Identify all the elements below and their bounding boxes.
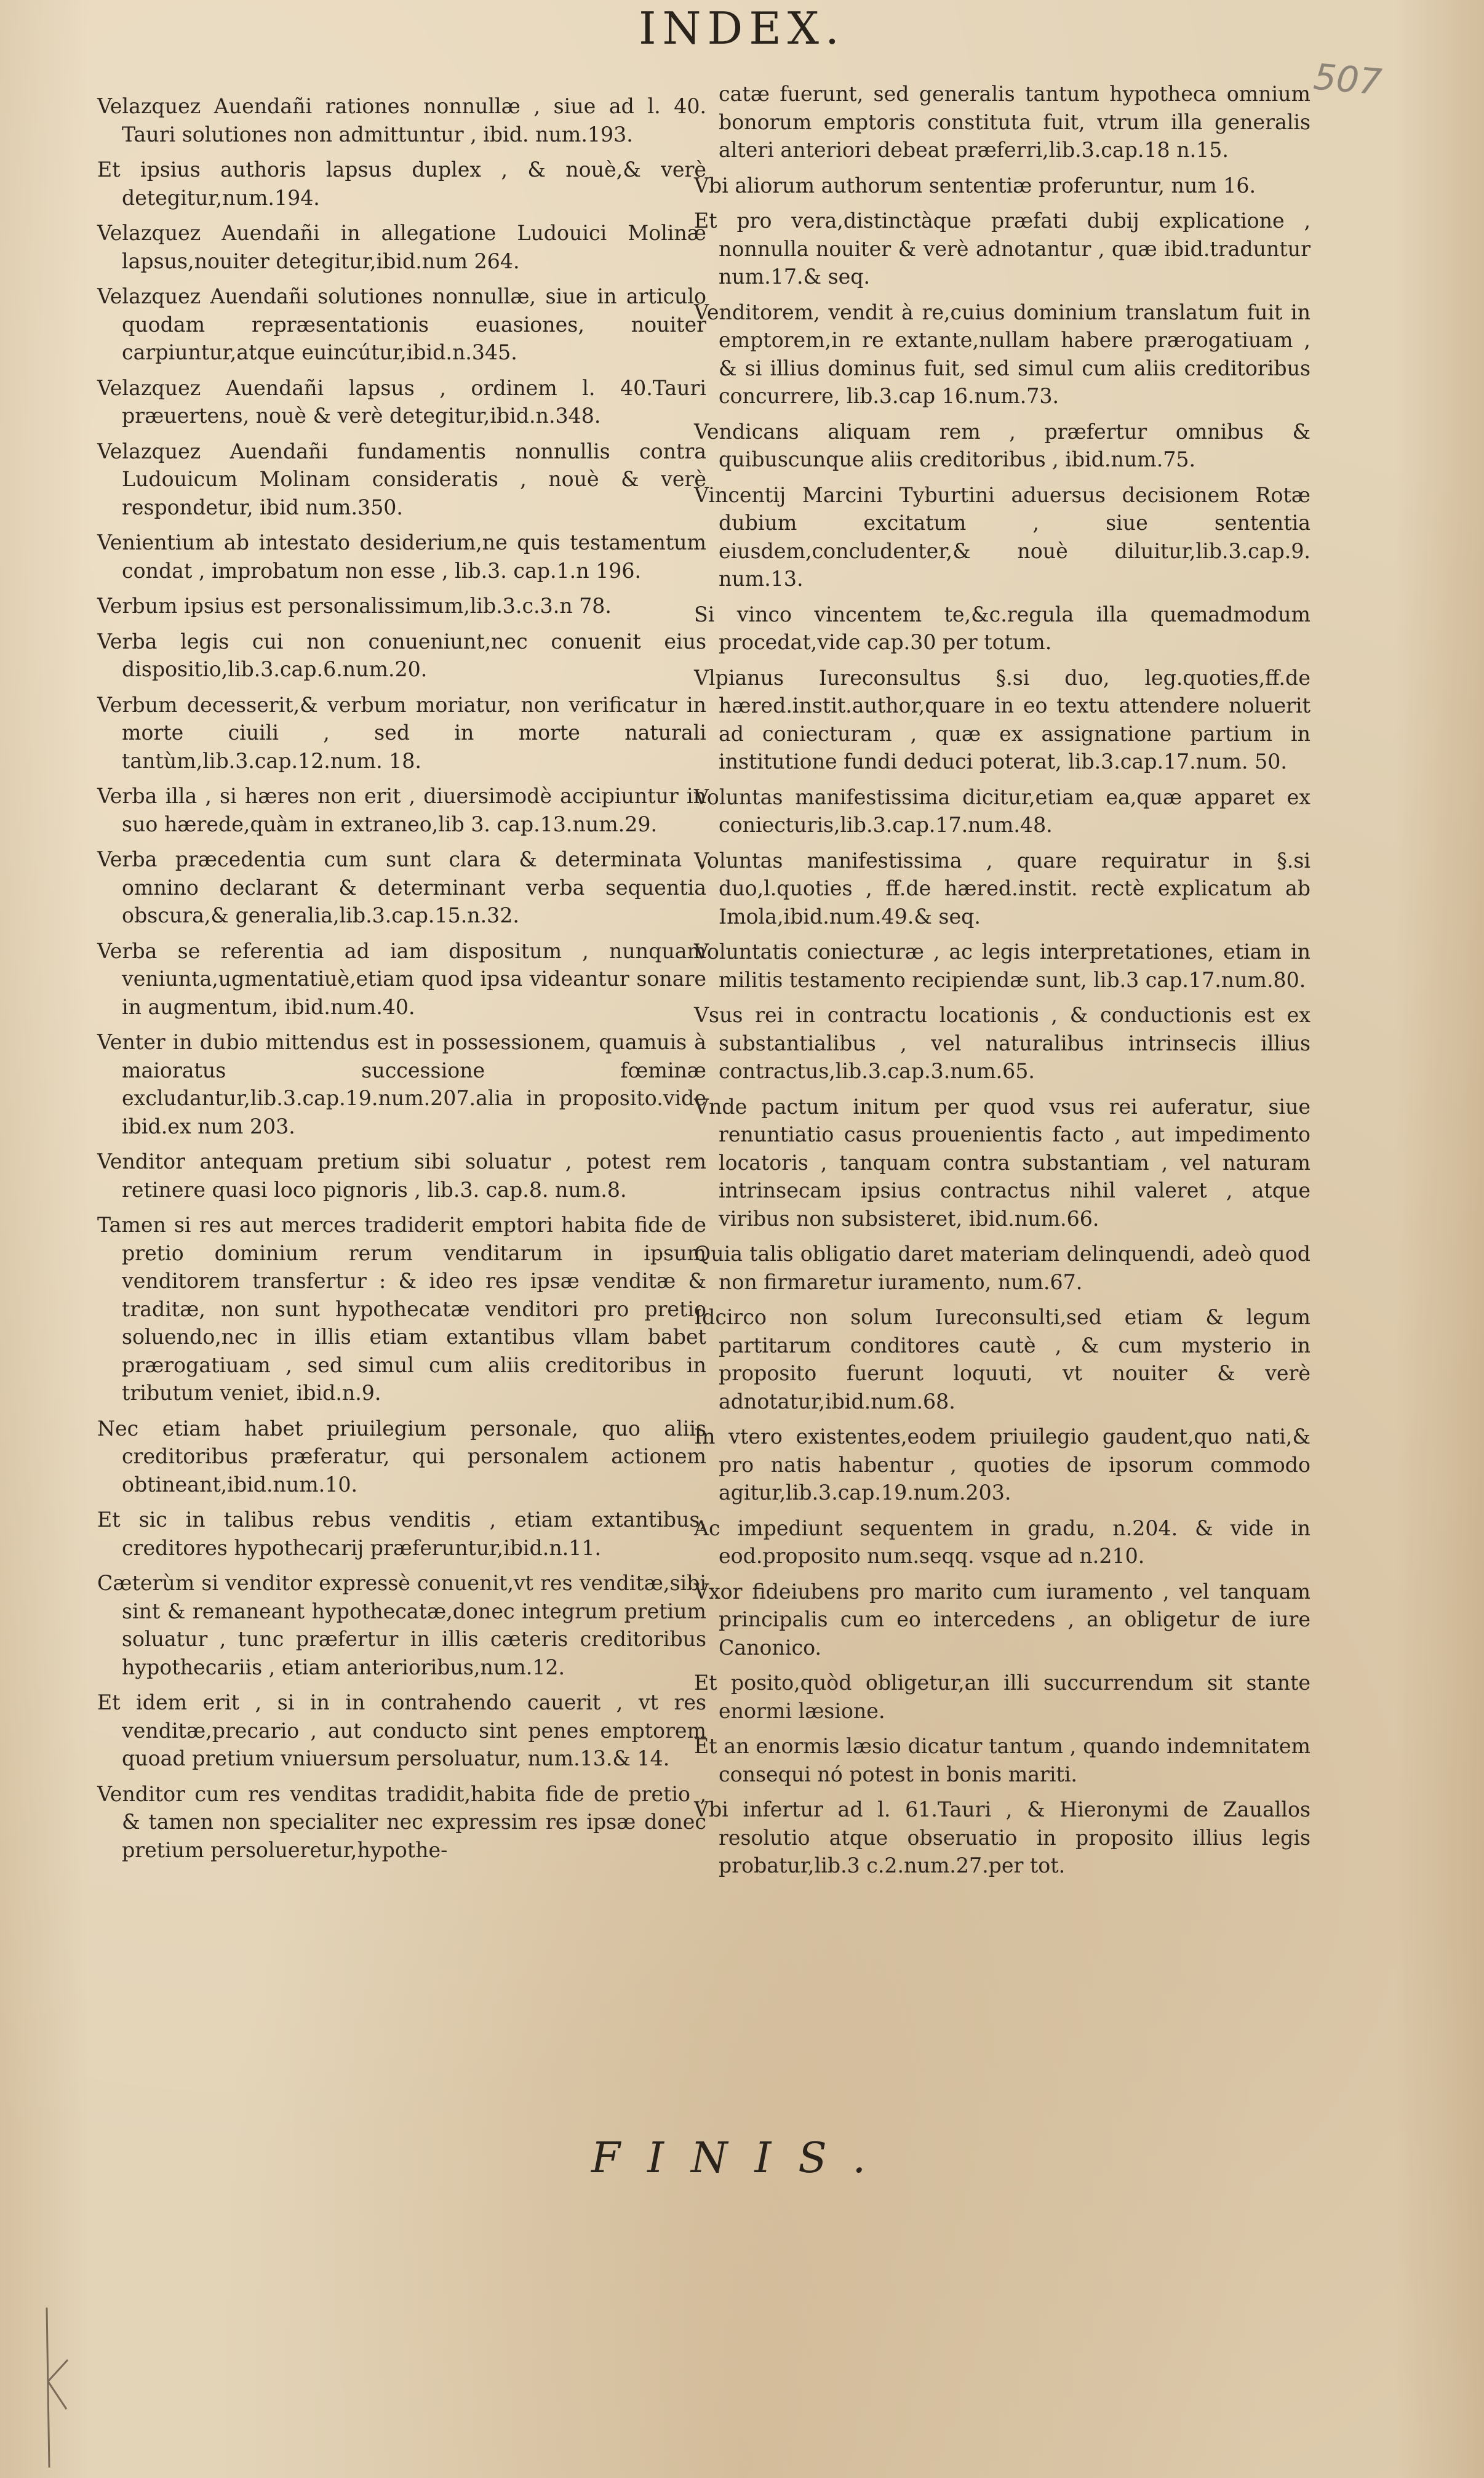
index-entry-continuation: catæ fuerunt, sed generalis tantum hypotheca omnium bonorum emptoris constituta fuit, vtrum illa generalis alteri anteriori debeat præferri,lib.3.cap.18 n.15. (719, 82, 1310, 162)
index-entry: Velazquez Auendañi rationes nonnullæ , siue ad l. 40. Tauri solutiones non admittuntur , ibid. num.193. (97, 94, 706, 146)
index-entry: Verba se referentia ad iam dispositum , nunquam veniunta,ugmentatiuè,etiam quod ipsa videantur sonare in augmentum, ibid.num.40. (97, 938, 706, 1019)
index-entry: Velazquez Auendañi fundamentis nonnullis contra Ludouicum Molinam consideratis , nouè & verè respondetur, ibid num.350. (97, 439, 706, 519)
index-entry: Verbum decesserit,& verbum moriatur, non verificatur in morte ciuili , sed in morte naturali tantùm,lib.3.cap.12.num. 18. (97, 692, 706, 773)
index-entry: Verba præcedentia cum sunt clara & determinata , omnino declarant & determinant verba sequentia obscura,& generalia,lib.3.cap.15.n.32. (97, 847, 706, 927)
index-entry: Voluntatis coniecturæ , ac legis interpretationes, etiam in militis testamento recipiendæ sunt, lib.3 cap.17.num.80. (694, 940, 1310, 992)
index-entry: Venditor cum res venditas tradidit,habita fide de pretio , & tamen non specialiter nec expressim res ipsæ donec pretium persolueretur,hypothe- (97, 1781, 706, 1862)
index-entry: Ac impediunt sequentem in gradu, n.204. & vide in eod.proposito num.seqq. vsque ad n.210. (694, 1516, 1310, 1568)
index-entry: Et idem erit , si in in contrahendo cauerit , vt res venditæ,precario , aut conducto sint penes emptorem quoad pretium vniuersum persoluatur, num.13.& 14. (97, 1690, 706, 1770)
index-entry: Venter in dubio mittendus est in possessionem, quamuis à maioratus successione fœminæ excludantur,lib.3.cap.19.num.207.alia in proposito.vide ibid.ex num 203. (97, 1030, 706, 1138)
index-entry: Vlpianus Iureconsultus §.si duo, leg.quoties,ff.de hæred.instit.author,quare in eo textu attendere noluerit ad coniecturam , quæ ex assignatione partium in institutione fundi deduci poterat, lib.3.cap.17.num. 50. (694, 665, 1310, 773)
page-title: INDEX. (639, 2, 845, 54)
index-entry: Venditorem, vendit à re,cuius dominium translatum fuit in emptorem,in re extante,nullam habere prærogatiuam , & si illius dominus fuit, sed simul cum aliis creditoribus concurrere, lib.3.cap 16.num.73. (694, 300, 1310, 408)
index-entry: Nec etiam habet priuilegium personale, quo aliis creditoribus præferatur, qui personalem actionem obtineant,ibid.num.10. (97, 1416, 706, 1497)
index-entry: Voluntas manifestissima , quare requiratur in §.si duo,l.quoties , ff.de hæred.instit. rectè explicatum ab Imola,ibid.num.49.& seq. (694, 848, 1310, 929)
index-column-right (694, 80, 1310, 1887)
index-entry: Verba illa , si hæres non erit , diuersimodè accipiuntur in suo hærede,quàm in extraneo,lib 3. cap.13.num.29. (97, 784, 706, 836)
index-entry: Et an enormis læsio dicatur tantum , quando indemnitatem consequi nó potest in bonis mariti. (694, 1734, 1310, 1786)
index-entry: Quia talis obligatio daret materiam delinquendi, adeò quod non firmaretur iuramento, num.67. (694, 1242, 1310, 1294)
index-entry: Idcirco non solum Iureconsulti,sed etiam & legum partitarum conditores cautè , & cum mysterio in proposito fuerunt loquuti, vt nouiter & verè adnotatur,ibid.num.68. (694, 1305, 1310, 1413)
index-entry: Et pro vera,distinctàque præfati dubij explicatione , nonnulla nouiter & verè adnotantur , quæ ibid.traduntur num.17.& seq. (694, 209, 1310, 289)
index-entry: Et posito,quòd obligetur,an illi succurrendum sit stante enormi læsione. (694, 1671, 1310, 1723)
finis-colophon: FINIS. (591, 2134, 893, 2183)
index-entry: Tamen si res aut merces tradiderit emptori habita fide de pretio dominium rerum venditarum in ipsum venditorem transfertur : & ideo res ipsæ venditæ & traditæ, non sunt hypothecatæ venditori pro pretio soluendo,nec in illis etiam extantibus vllam babet prærogatiuam , sed simul cum aliis creditoribus in tributum veniet, ibid.n.9. (97, 1213, 706, 1405)
index-entry: Vincentij Marcini Tyburtini aduersus decisionem Rotæ dubium excitatum , siue sententia eiusdem,concludenter,& nouè diluitur,lib.3.cap.9. num.13. (694, 482, 1310, 591)
index-entry: Et sic in talibus rebus venditis , etiam extantibus, creditores hypothecarij præferuntur,ibid.n.11. (97, 1508, 706, 1560)
index-entry: Verba legis cui non conueniunt,nec conuenit eius dispositio,lib.3.cap.6.num.20. (97, 629, 706, 681)
index-entry: Venditor antequam pretium sibi soluatur , potest rem retinere quasi loco pignoris , lib.3. cap.8. num.8. (97, 1149, 706, 1202)
index-entry: Vbi infertur ad l. 61.Tauri , & Hieronymi de Zauallos resolutio atque obseruatio in proposito illius legis probatur,lib.3 c.2.num.27.per tot. (694, 1797, 1310, 1877)
handwritten-margin-mark-icon (36, 2301, 73, 2474)
index-entry: Voluntas manifestissima dicitur,etiam ea,quæ apparet ex coniecturis,lib.3.cap.17.num.48. (694, 785, 1310, 837)
index-entry: Cæterùm si venditor expressè conuenit,vt res venditæ,sibi sint & remaneant hypothecatæ,donec integrum pretium soluatur , tunc præfertur in illis cæteris creditoribus hypothecariis , etiam anterioribus,num.12. (97, 1571, 706, 1679)
index-entry: Vnde pactum initum per quod vsus rei auferatur, siue renuntiatio casus prouenientis facto , aut impedimento locatoris , tanquam contra substantiam , vel naturam intrinsecam ipsius contractus nihil valeret , atque viribus non subsisteret, ibid.num.66. (694, 1094, 1310, 1231)
index-entry: Si vinco vincentem te,&c.regula illa quemadmodum procedat,vide cap.30 per totum. (694, 602, 1310, 654)
index-entry: Velazquez Auendañi solutiones nonnullæ, siue in articulo quodam repræsentationis euasiones, nouiter carpiuntur,atque euincútur,ibid.n.345. (97, 284, 706, 364)
index-entry: Vbi aliorum authorum sententiæ proferuntur, num 16. (694, 173, 1256, 198)
folio-number: 507 (1312, 55, 1384, 103)
index-entry: Vsus rei in contractu locationis , & conductionis est ex substantialibus , vel naturalibus intrinsecis illius contractus,lib.3.cap.3.num.65. (694, 1003, 1310, 1083)
index-entry: Vendicans aliquam rem , præfertur omnibus & quibuscunque aliis creditoribus , ibid.num.75. (694, 419, 1310, 471)
index-entry: Verbum ipsius est personalissimum,lib.3.c.3.n 78. (97, 594, 612, 618)
index-entry: Venientium ab intestato desiderium,ne quis testamentum condat , improbatum non esse , lib.3. cap.1.n 196. (97, 530, 706, 583)
index-entry: Velazquez Auendañi in allegatione Ludouici Molinæ lapsus,nouiter detegitur,ibid.num 264. (97, 221, 706, 273)
index-entry: Velazquez Auendañi lapsus , ordinem l. 40.Tauri præuertens, nouè & verè detegitur,ibid.n.348. (97, 375, 706, 428)
index-entry: Et ipsius authoris lapsus duplex , & nouè,& verè detegitur,num.194. (97, 158, 706, 210)
index-column-left (97, 92, 706, 1871)
index-entry: Vxor fideiubens pro marito cum iuramento , vel tanquam principalis cum eo intercedens , an obligetur de iure Canonico. (694, 1579, 1310, 1660)
index-entry: In vtero existentes,eodem priuilegio gaudent,quo nati,& pro natis habentur , quoties de ipsorum commodo agitur,lib.3.cap.19.num.203. (694, 1425, 1310, 1505)
